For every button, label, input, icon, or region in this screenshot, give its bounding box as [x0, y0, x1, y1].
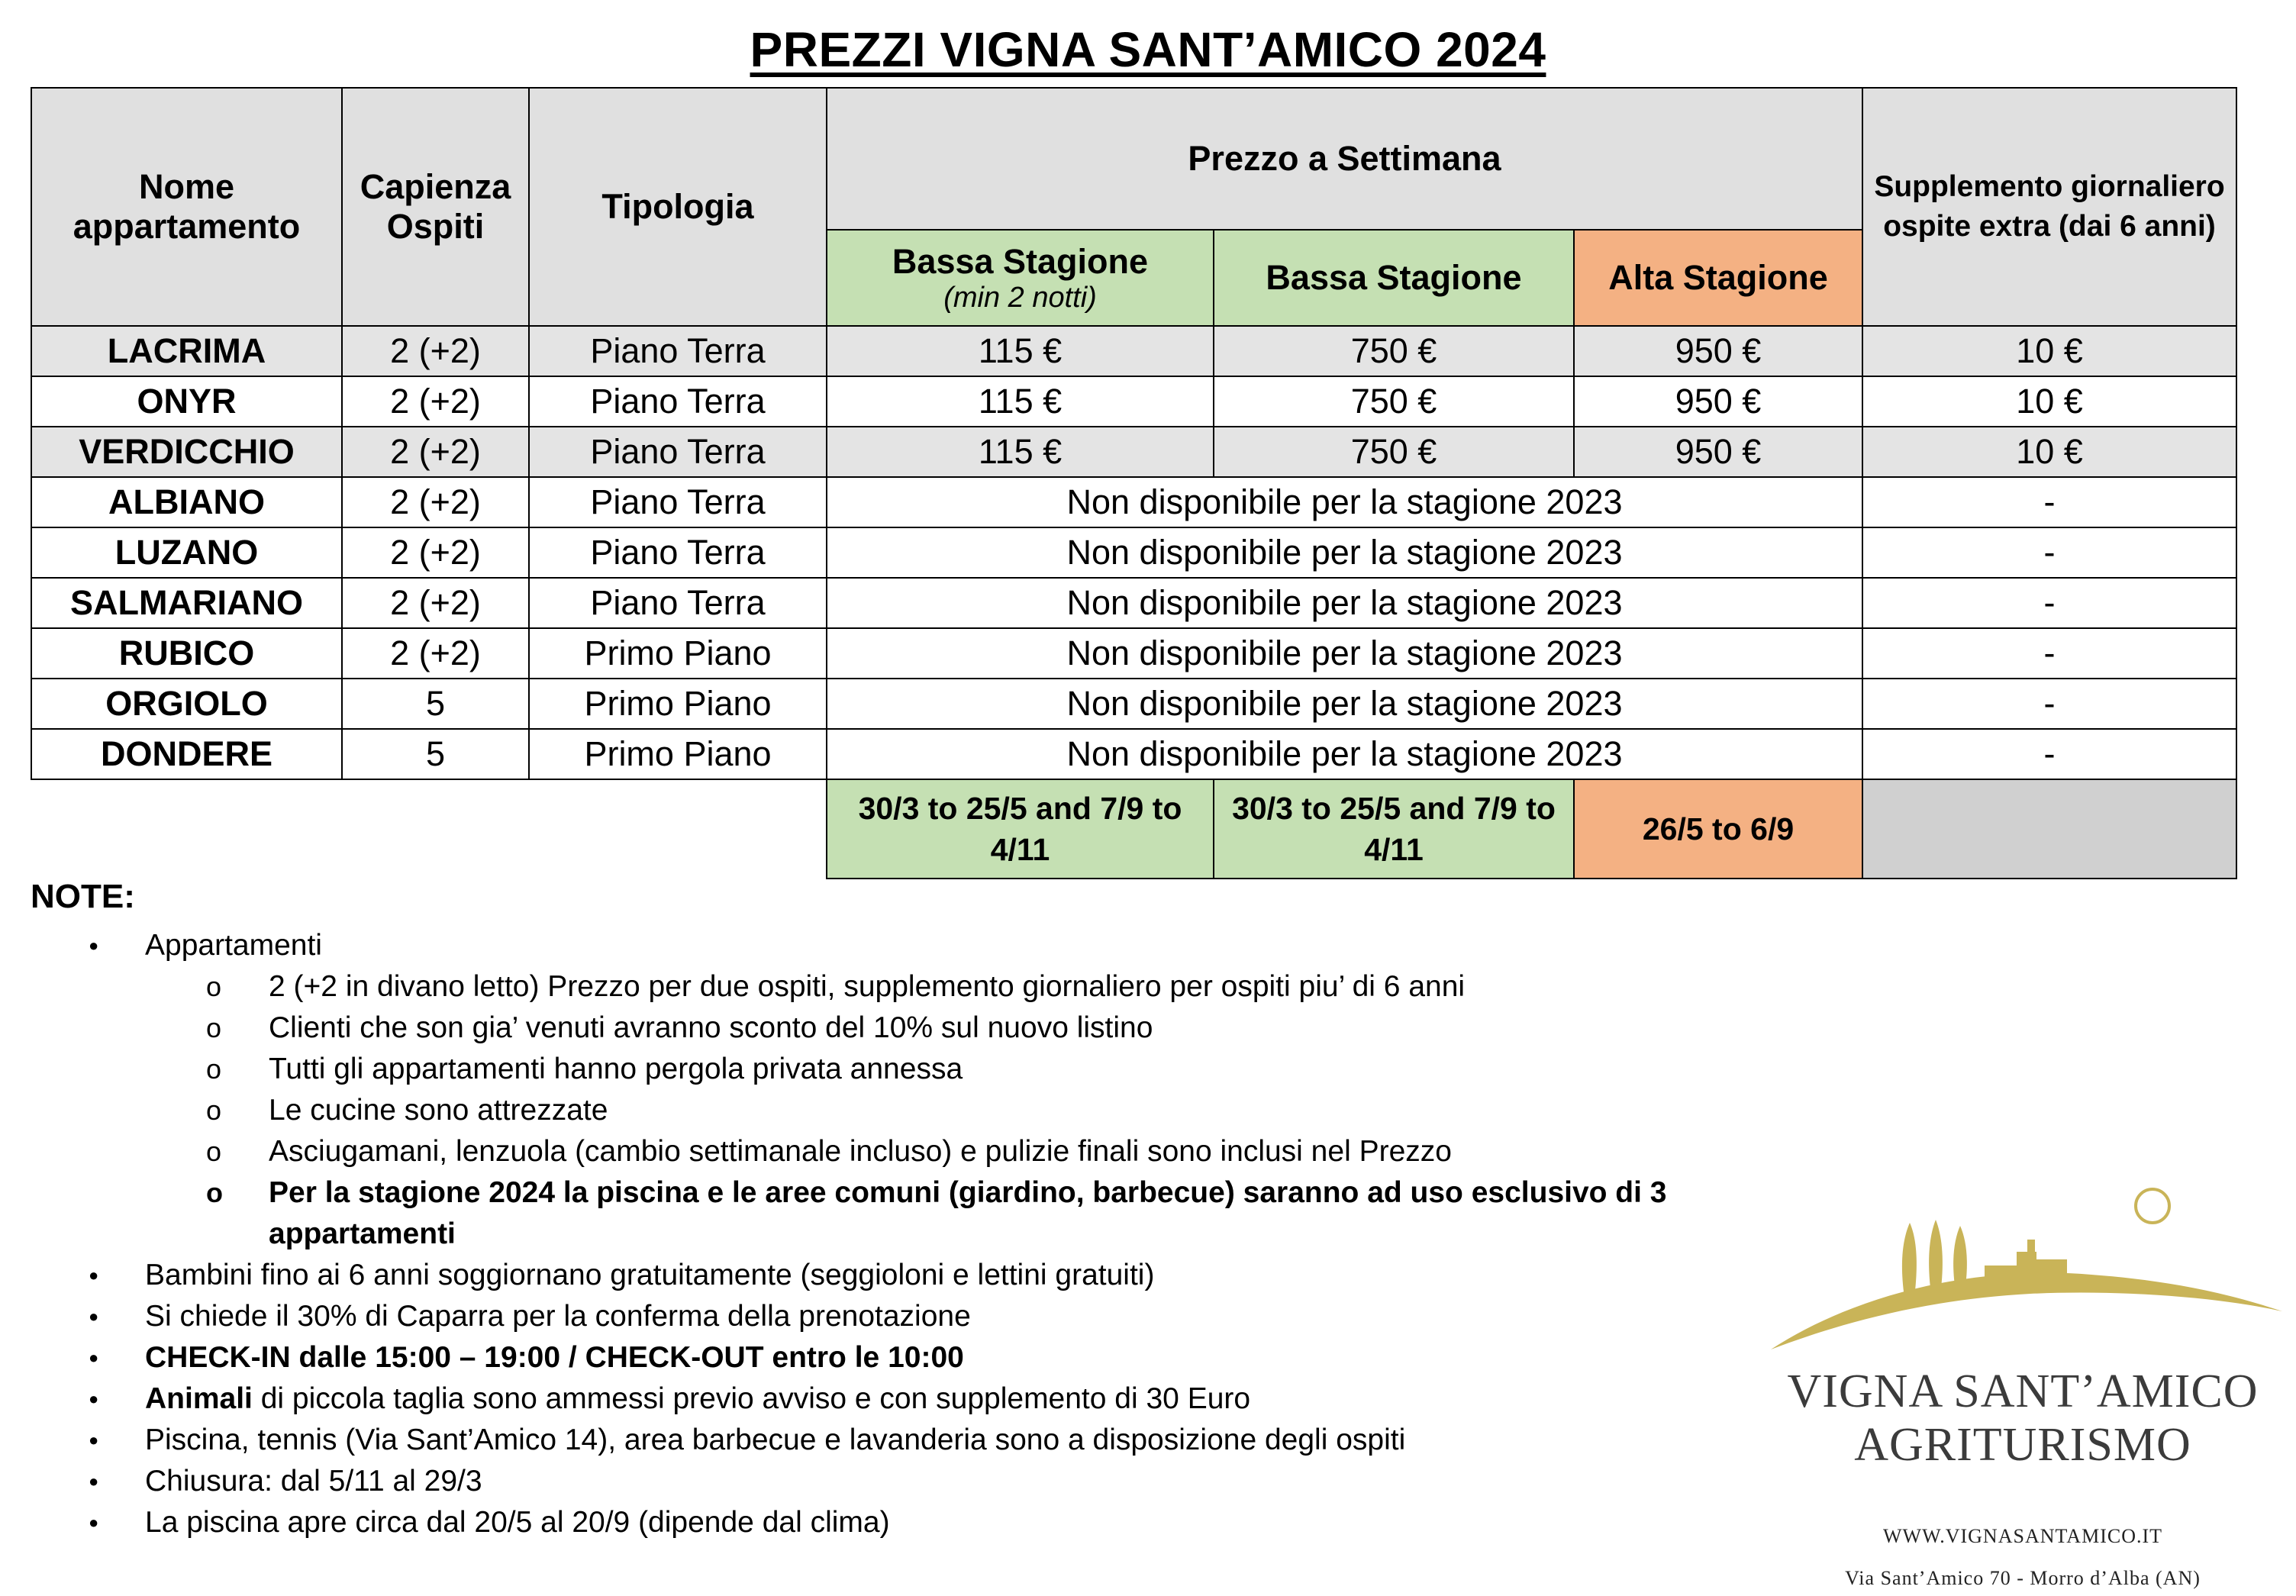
apartment-name: ALBIANO: [31, 477, 342, 527]
capacity-cell: 2 (+2): [342, 376, 529, 427]
apartment-name: ORGIOLO: [31, 679, 342, 729]
apartment-notes-list: [145, 966, 1817, 1255]
extra-cell: -: [1862, 578, 2236, 628]
capacity-cell: 2 (+2): [342, 427, 529, 477]
header-high-season: Alta Stagione: [1574, 230, 1862, 326]
extra-cell: -: [1862, 527, 2236, 578]
period-low: 30/3 to 25/5 and 7/9 to 4/11: [1214, 779, 1574, 879]
extra-cell: -: [1862, 477, 2236, 527]
availability-cell: Non disponibile per la stagione 2023: [827, 628, 1862, 679]
price-table: [31, 87, 2237, 879]
address: Via Sant’Amico 70 - Morro d’Alba (AN): [1845, 1567, 2201, 1589]
extra-cell: -: [1862, 679, 2236, 729]
price-low-min-cell: 115 €: [827, 427, 1214, 477]
list-item: ● Si chiede il 30% di Caparra per la conferma della prenotazione: [61, 1296, 1817, 1337]
table-row: [31, 628, 2236, 679]
extra-cell: 10 €: [1862, 376, 2236, 427]
list-item: ● CHECK-IN dalle 15:00 – 19:00 / CHECK-OUT entro le 10:00: [61, 1337, 1817, 1378]
capacity-cell: 5: [342, 729, 529, 779]
period-empty-cell: [1862, 779, 2236, 879]
price-low-min-cell: 115 €: [827, 376, 1214, 427]
apartment-name: RUBICO: [31, 628, 342, 679]
extra-cell: 10 €: [1862, 427, 2236, 477]
animals-text: di piccola taglia sono ammessi previo avviso e con supplemento di 30 Euro: [252, 1382, 1251, 1415]
period-low-min: 30/3 to 25/5 and 7/9 to 4/11: [827, 779, 1214, 879]
apartment-name: DONDERE: [31, 729, 342, 779]
table-row: [31, 427, 2236, 477]
type-cell: Piano Terra: [529, 527, 827, 578]
header-weekly-price: Prezzo a Settimana: [827, 88, 1862, 230]
header-low-season-min: [827, 230, 1214, 326]
list-item: ● Piscina, tennis (Via Sant’Amico 14), area barbecue e lavanderia sono a disposizione degli ospiti: [61, 1420, 1817, 1461]
list-item: o Le cucine sono attrezzate: [145, 1090, 1817, 1131]
capacity-cell: 5: [342, 679, 529, 729]
capacity-cell: 2 (+2): [342, 477, 529, 527]
availability-cell: Non disponibile per la stagione 2023: [827, 679, 1862, 729]
apartment-name: LUZANO: [31, 527, 342, 578]
table-row: [31, 679, 2236, 729]
extra-cell: 10 €: [1862, 326, 2236, 376]
type-cell: Piano Terra: [529, 326, 827, 376]
blank-cell: [31, 779, 827, 879]
price-high-cell: 950 €: [1574, 326, 1862, 376]
capacity-cell: 2 (+2): [342, 326, 529, 376]
availability-cell: Non disponibile per la stagione 2023: [827, 729, 1862, 779]
list-item: ● Chiusura: dal 5/11 al 29/3: [61, 1461, 1817, 1502]
header-capacity: Capienza Ospiti: [342, 88, 529, 326]
logo: [1756, 1175, 2290, 1588]
list-item: o Asciugamani, lenzuola (cambio settimanale incluso) e pulizie finali sono inclusi nel Prezzo: [145, 1131, 1817, 1172]
header-low-season: Bassa Stagione: [1214, 230, 1574, 326]
table-row: [31, 729, 2236, 779]
table-row: [31, 578, 2236, 628]
apartment-name: ONYR: [31, 376, 342, 427]
list-item: ● Bambini fino ai 6 anni soggiornano gratuitamente (seggioloni e lettini gratuiti): [61, 1255, 1817, 1296]
table-row: [31, 326, 2236, 376]
header-extra-guest: Supplemento giornaliero ospite extra (dai 6 anni): [1862, 88, 2236, 326]
min-nights-note: (min 2 notti): [943, 281, 1097, 314]
type-cell: Primo Piano: [529, 679, 827, 729]
list-item: o Per la stagione 2024 la piscina e le aree comuni (giardino, barbecue) saranno ad uso esclusivo di 3 appartamenti: [145, 1172, 1817, 1255]
list-item: o Clienti che son gia’ venuti avranno sconto del 10% sul nuovo listino: [145, 1008, 1817, 1049]
list-item: o 2 (+2 in divano letto) Prezzo per due ospiti, supplemento giornaliero per ospiti piu’ di 6 anni: [145, 966, 1817, 1008]
price-low-min-cell: 115 €: [827, 326, 1214, 376]
header-type: Tipologia: [529, 88, 827, 326]
type-cell: Piano Terra: [529, 578, 827, 628]
season-periods-row: [31, 779, 2236, 879]
type-cell: Primo Piano: [529, 628, 827, 679]
table-header-row: [31, 88, 2236, 230]
website-link[interactable]: WWW.VIGNASANTAMICO.IT: [1882, 1525, 2163, 1547]
animals-label: Animali: [145, 1382, 253, 1415]
availability-cell: Non disponibile per la stagione 2023: [827, 527, 1862, 578]
type-cell: Primo Piano: [529, 729, 827, 779]
price-low-cell: 750 €: [1214, 326, 1574, 376]
capacity-cell: 2 (+2): [342, 628, 529, 679]
notes-title: NOTE:: [31, 878, 135, 915]
vineyard-hills-icon: [1756, 1175, 2290, 1366]
price-low-cell: 750 €: [1214, 427, 1574, 477]
apartment-name: LACRIMA: [31, 326, 342, 376]
capacity-cell: 2 (+2): [342, 527, 529, 578]
apartment-name: SALMARIANO: [31, 578, 342, 628]
notes-list: [61, 925, 1817, 1543]
table-row: [31, 376, 2236, 427]
availability-cell: Non disponibile per la stagione 2023: [827, 578, 1862, 628]
page-title: PREZZI VIGNA SANT’AMICO 2024: [750, 22, 1546, 77]
extra-cell: -: [1862, 628, 2236, 679]
logo-subtitle: AGRITURISMO: [1854, 1419, 2191, 1471]
price-high-cell: 950 €: [1574, 376, 1862, 427]
price-low-cell: 750 €: [1214, 376, 1574, 427]
list-item: o Tutti gli appartamenti hanno pergola privata annessa: [145, 1049, 1817, 1090]
apartment-name: VERDICCHIO: [31, 427, 342, 477]
list-item: ● La piscina apre circa dal 20/5 al 20/9 (dipende dal clima): [61, 1502, 1817, 1543]
type-cell: Piano Terra: [529, 376, 827, 427]
extra-cell: -: [1862, 729, 2236, 779]
type-cell: Piano Terra: [529, 477, 827, 527]
price-high-cell: 950 €: [1574, 427, 1862, 477]
header-name: Nome appartamento: [31, 88, 342, 326]
period-high: 26/5 to 6/9: [1574, 779, 1862, 879]
list-item: [61, 925, 1817, 1255]
type-cell: Piano Terra: [529, 427, 827, 477]
low-season-label: Bassa Stagione: [892, 241, 1149, 281]
table-row: [31, 477, 2236, 527]
availability-cell: Non disponibile per la stagione 2023: [827, 477, 1862, 527]
table-row: [31, 527, 2236, 578]
logo-name: VIGNA SANT’AMICO: [1787, 1365, 2259, 1417]
list-item: [61, 1378, 1817, 1420]
capacity-cell: 2 (+2): [342, 578, 529, 628]
apartments-label: Appartamenti: [145, 929, 322, 962]
